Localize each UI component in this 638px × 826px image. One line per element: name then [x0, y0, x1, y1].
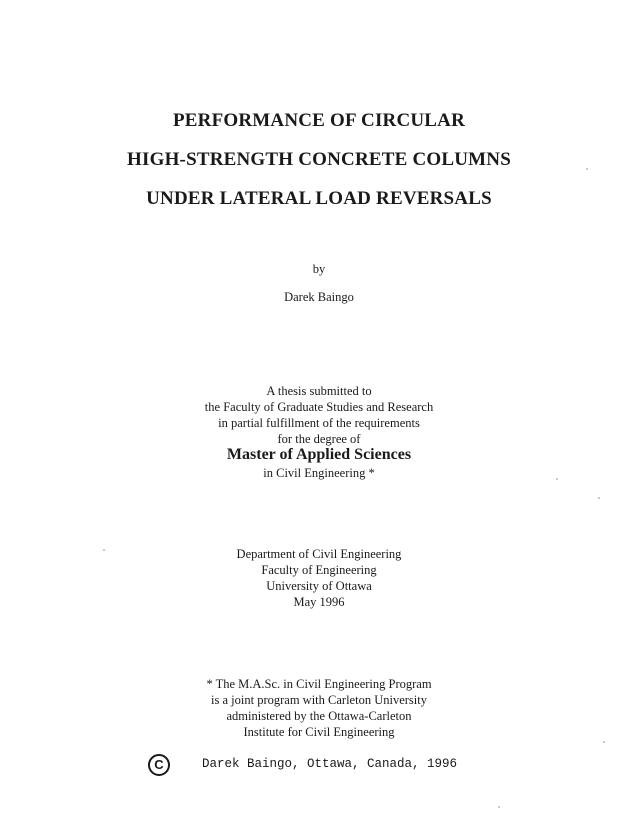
institution-line-1: Department of Civil Engineering	[236, 547, 402, 561]
institution-line-2: Faculty of Engineering	[261, 563, 377, 577]
footnote-line-2: is a joint program with Carleton University	[211, 693, 427, 707]
footnote-line-4: Institute for Civil Engineering	[243, 725, 395, 739]
title-line-2: HIGH-STRENGTH CONCRETE COLUMNS	[127, 149, 511, 170]
institution-line-3: University of Ottawa	[266, 579, 372, 593]
copyright-notice: Darek Baingo, Ottawa, Canada, 1996	[202, 757, 458, 771]
copyright-icon: C	[148, 754, 170, 776]
footnote-line-1: * The M.A.Sc. in Civil Engineering Program	[206, 677, 432, 691]
scan-speck	[103, 549, 105, 551]
scan-speck	[603, 741, 605, 743]
institution-date: May 1996	[293, 595, 345, 609]
scan-speck	[586, 168, 588, 170]
scan-speck	[498, 806, 500, 808]
author-name: Darek Baingo	[284, 290, 354, 304]
submission-line-4: for the degree of	[277, 432, 361, 446]
degree-field: in Civil Engineering *	[263, 466, 375, 480]
degree-name: Master of Applied Sciences	[226, 446, 412, 463]
scan-speck	[598, 497, 600, 499]
submission-line-2: the Faculty of Graduate Studies and Research	[204, 400, 434, 414]
scan-speck	[556, 478, 558, 480]
by-label: by	[312, 262, 326, 276]
submission-line-3: in partial fulfillment of the requirements	[218, 416, 420, 430]
title-line-3: UNDER LATERAL LOAD REVERSALS	[146, 188, 492, 209]
title-line-1: PERFORMANCE OF CIRCULAR	[172, 110, 466, 131]
footnote-line-3: administered by the Ottawa-Carleton	[226, 709, 412, 723]
submission-line-1: A thesis submitted to	[266, 384, 372, 398]
